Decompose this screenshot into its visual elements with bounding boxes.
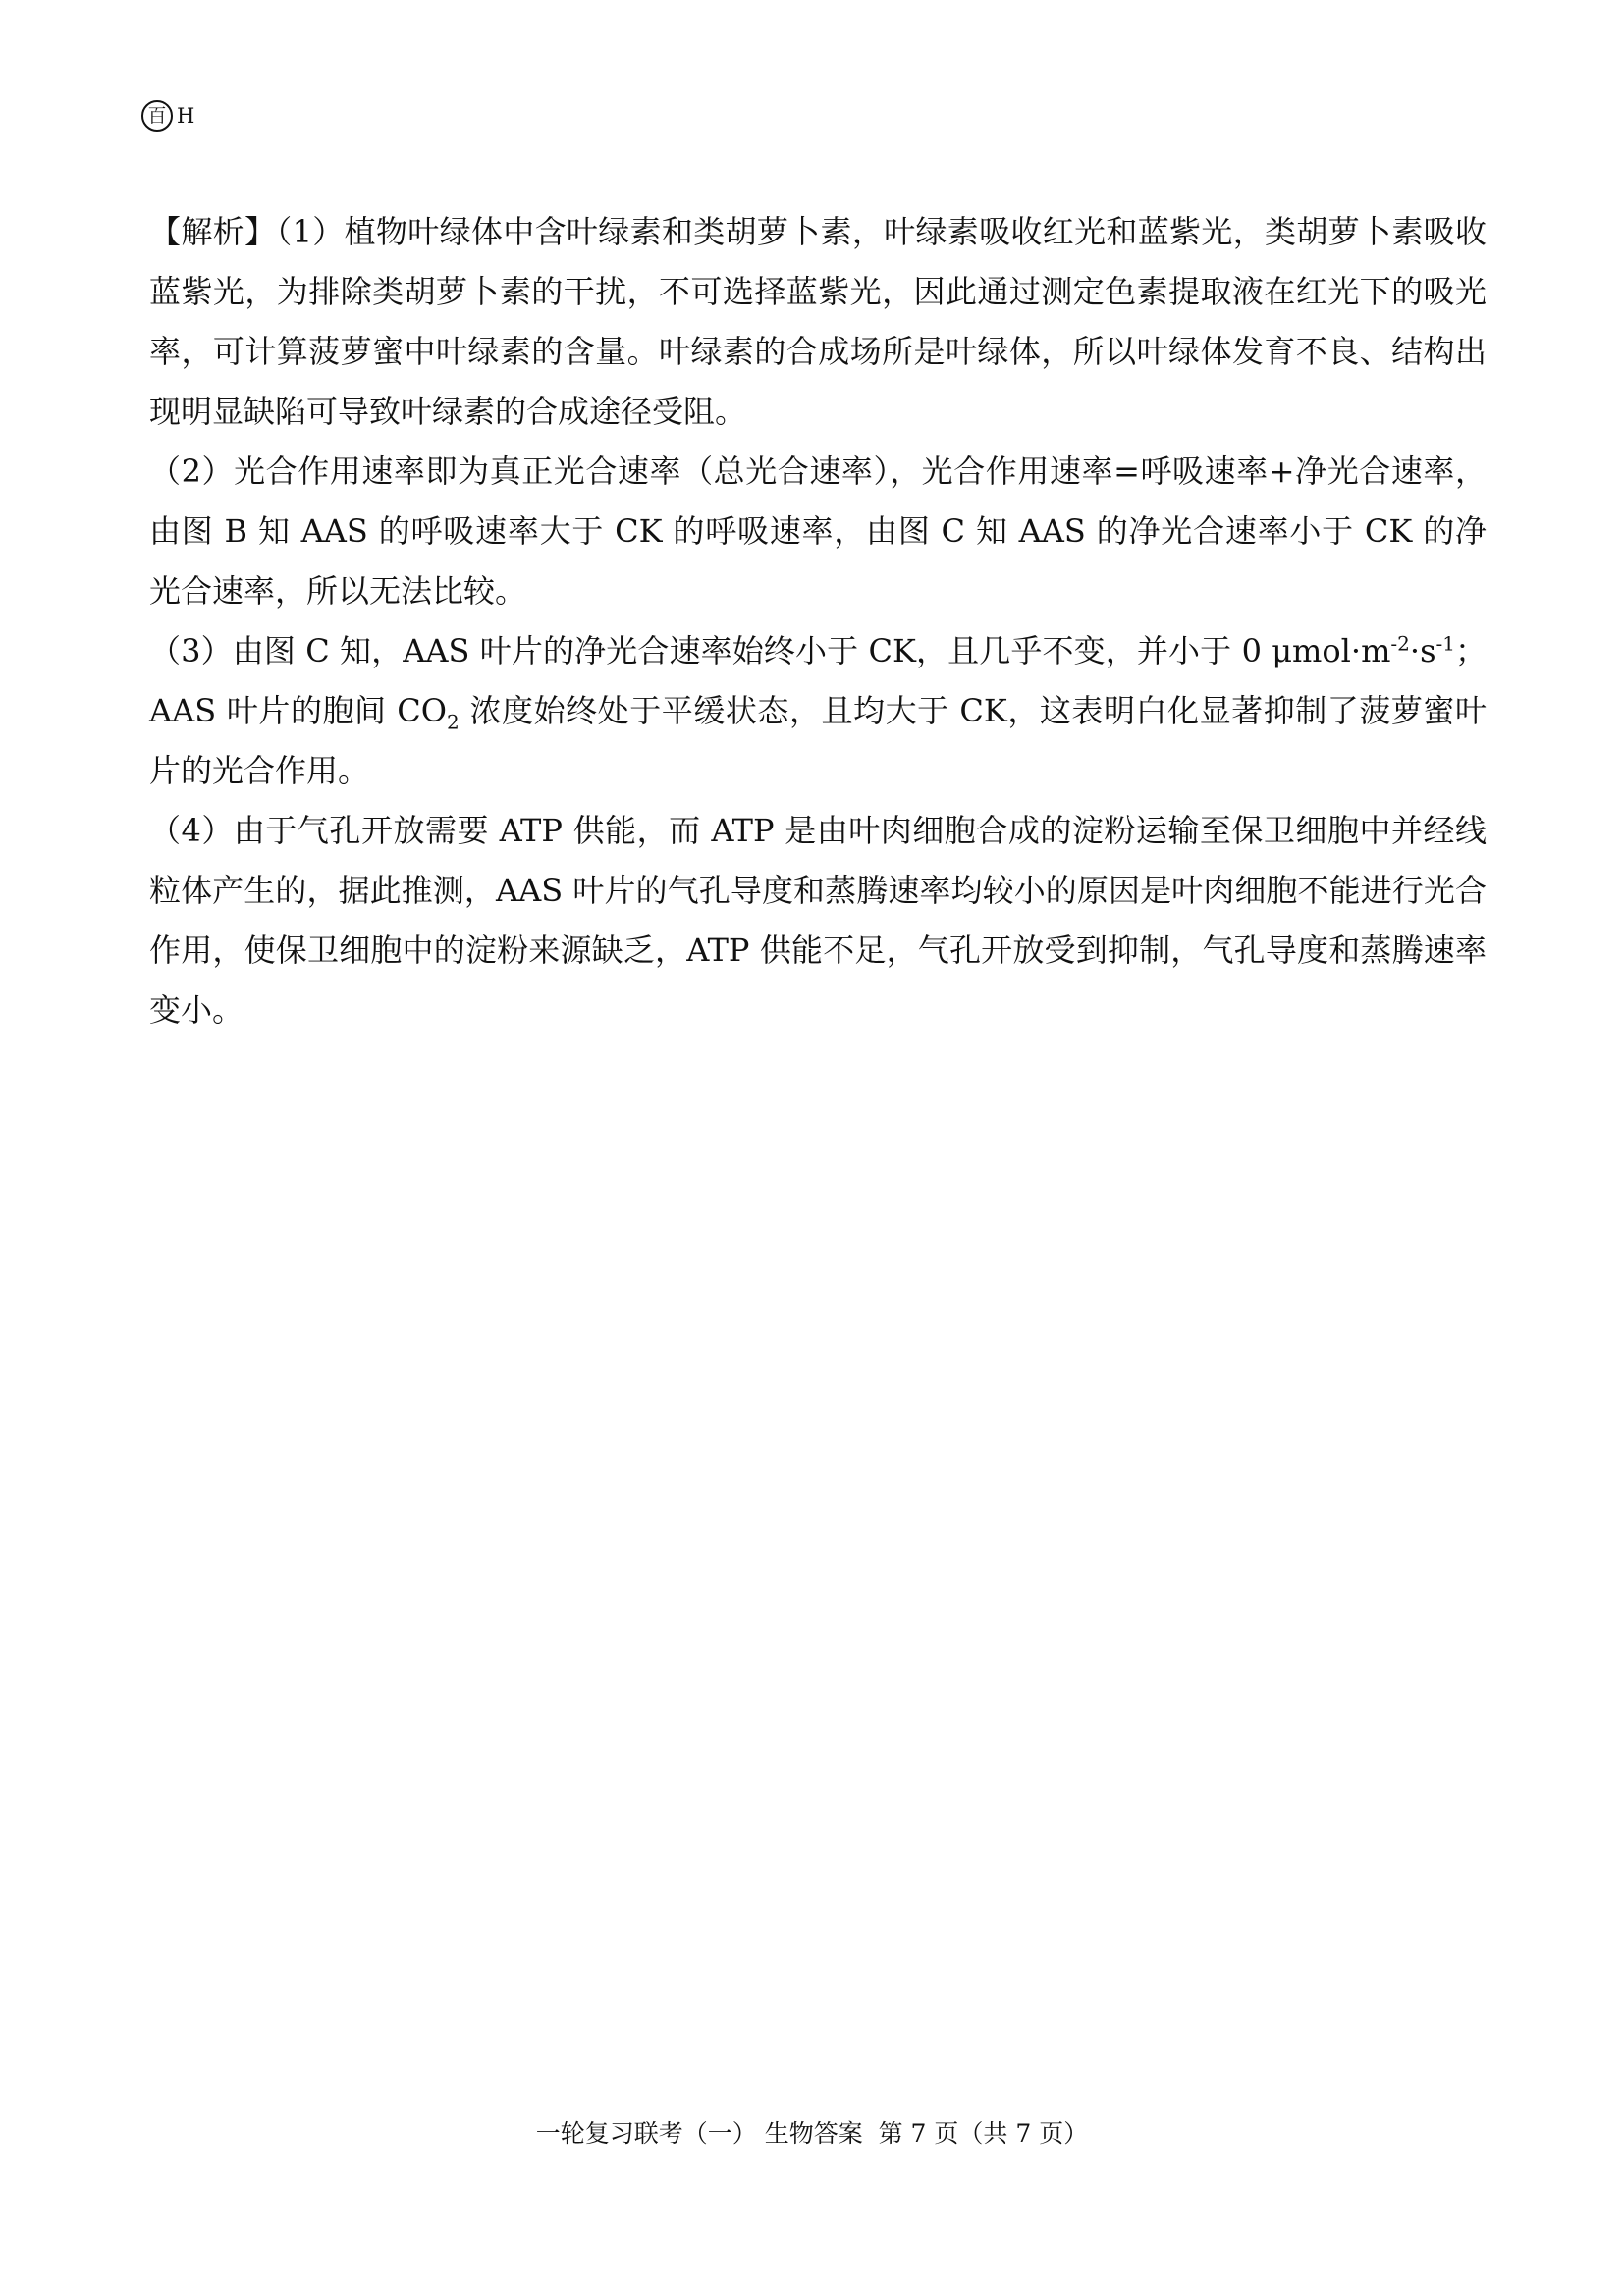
p3-part-a: （3）由图 C 知，AAS 叶片的净光合速率始终小于 CK，且几乎不变，并小于 0 μmol·m xyxy=(149,632,1391,669)
publisher-logo xyxy=(141,100,194,132)
analysis-text-1: （1）植物叶绿体中含叶绿素和类胡萝卜素，叶绿素吸收红光和蓝紫光，类胡萝卜素吸收蓝紫光，为排除类胡萝卜素的干扰，不可选择蓝紫光，因此通过测定色素提取液在红光下的吸光率，可计算菠萝蜜中叶绿素的含量。叶绿素的合成场所是叶绿体，所以叶绿体发育不良、结构出现明显缺陷可导致叶绿素的合成途径受阻。 xyxy=(149,213,1487,430)
analysis-paragraph-1 xyxy=(149,202,1487,442)
analysis-paragraph-3 xyxy=(149,621,1487,801)
p3-superscript-2: -1 xyxy=(1435,631,1455,656)
p3-part-c: ；AAS 叶片的胞间 CO xyxy=(149,632,1487,729)
analysis-label: 【解析】 xyxy=(149,213,277,250)
p3-part-d: 浓度始终处于平缓状态，且均大于 CK，这表明白化显著抑制了菠萝蜜叶片的光合作用。 xyxy=(149,692,1487,789)
analysis-section xyxy=(149,202,1487,1041)
analysis-paragraph-4: （4）由于气孔开放需要 ATP 供能，而 ATP 是由叶肉细胞合成的淀粉运输至保卫细胞中并经线粒体产生的，据此推测，AAS 叶片的气孔导度和蒸腾速率均较小的原因是叶肉细胞不能进行光合作用，使保卫细胞中的淀粉来源缺乏，ATP 供能不足，气孔开放受到抑制，气孔导度和蒸腾速率变小。 xyxy=(149,812,1487,1029)
p3-superscript-1: -2 xyxy=(1390,631,1410,656)
p3-part-b: ·s xyxy=(1409,632,1436,669)
logo-circle-icon: 百 xyxy=(141,100,173,132)
page-footer: 一轮复习联考（一） 生物答案 第 7 页（共 7 页） xyxy=(535,2119,1089,2148)
p3-subscript: 2 xyxy=(447,710,460,734)
logo-letter: H xyxy=(177,103,195,128)
analysis-paragraph-2: （2）光合作用速率即为真正光合速率（总光合速率），光合作用速率=呼吸速率+净光合速率，由图 B 知 AAS 的呼吸速率大于 CK 的呼吸速率，由图 C 知 AAS 的净光合速率小于 CK 的净光合速率，所以无法比较。 xyxy=(149,453,1487,610)
